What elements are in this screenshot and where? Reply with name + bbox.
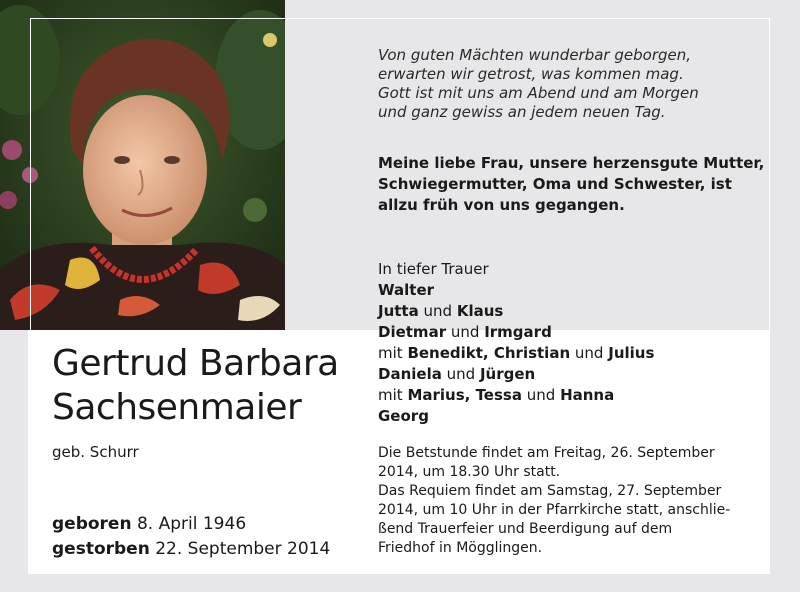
maiden-name: geb. Schurr: [52, 443, 139, 461]
mourner-line: [378, 280, 778, 301]
service-line: 2014, um 18.30 Uhr statt.: [378, 464, 561, 480]
died-date: 22. September 2014: [155, 539, 331, 559]
mourner-name: Marius, Tessa: [407, 386, 522, 404]
conjunction: und: [446, 365, 476, 383]
mourner-line: [378, 301, 778, 322]
mourners-heading: In tiefer Trauer: [378, 260, 489, 278]
preposition: mit: [378, 344, 403, 362]
conjunction: und: [574, 344, 604, 362]
mourner-name: Klaus: [456, 302, 504, 320]
poem-verse: [378, 46, 778, 122]
service-line: 2014, um 10 Uhr in der Pfarrkirche statt, anschlie-: [378, 502, 731, 518]
service-line: Friedhof in Mögglingen.: [378, 540, 543, 556]
mourner-line: [378, 322, 778, 343]
preposition: mit: [378, 386, 403, 404]
mourner-name: Hanna: [560, 386, 615, 404]
mourner-line: [378, 364, 778, 385]
mourner-name: Walter: [378, 281, 435, 299]
portrait-illustration: [0, 0, 285, 330]
death-line: [52, 537, 362, 562]
died-label: gestorben: [52, 539, 150, 559]
deceased-name-block: [52, 342, 352, 462]
mourner-name: Irmgard: [484, 323, 552, 341]
mourners-list: [378, 259, 778, 427]
intro-line: Schwiegermutter, Oma und Schwester, ist: [378, 175, 732, 193]
born-label: geboren: [52, 514, 132, 534]
portrait-photo: [0, 0, 285, 330]
mourner-line: [378, 406, 778, 427]
service-line: Das Requiem findet am Samstag, 27. September: [378, 483, 722, 499]
intro-line: Meine liebe Frau, unsere herzensgute Mutter,: [378, 154, 765, 172]
intro-text: [378, 153, 778, 216]
mourner-name: Daniela: [378, 365, 442, 383]
conjunction: und: [526, 386, 556, 404]
mourner-name: Jürgen: [479, 365, 536, 383]
poem-line: und ganz gewiss an jedem neuen Tag.: [378, 103, 666, 121]
conjunction: und: [450, 323, 480, 341]
mourner-line: [378, 343, 778, 364]
deceased-surname: Sachsenmaier: [52, 387, 302, 428]
poem-line: erwarten wir getrost, was kommen mag.: [378, 65, 684, 83]
birth-line: [52, 512, 362, 537]
mourner-name: Julius: [608, 344, 655, 362]
mourner-line: [378, 385, 778, 406]
service-info: [378, 444, 768, 558]
conjunction: und: [423, 302, 453, 320]
intro-line: allzu früh von uns gegangen.: [378, 196, 625, 214]
poem-line: Von guten Mächten wunderbar geborgen,: [378, 46, 692, 64]
mourner-name: Dietmar: [378, 323, 447, 341]
poem-line: Gott ist mit uns am Abend und am Morgen: [378, 84, 699, 102]
mourner-name: Georg: [378, 407, 429, 425]
life-dates: [52, 512, 362, 562]
deceased-first-names: Gertrud Barbara: [52, 343, 339, 384]
mourner-name: Jutta: [378, 302, 419, 320]
service-line: ßend Trauerfeier und Beerdigung auf dem: [378, 521, 673, 537]
mourner-name: Benedikt, Christian: [407, 344, 571, 362]
born-date: 8. April 1946: [136, 514, 247, 534]
service-line: Die Betstunde findet am Freitag, 26. September: [378, 445, 715, 461]
